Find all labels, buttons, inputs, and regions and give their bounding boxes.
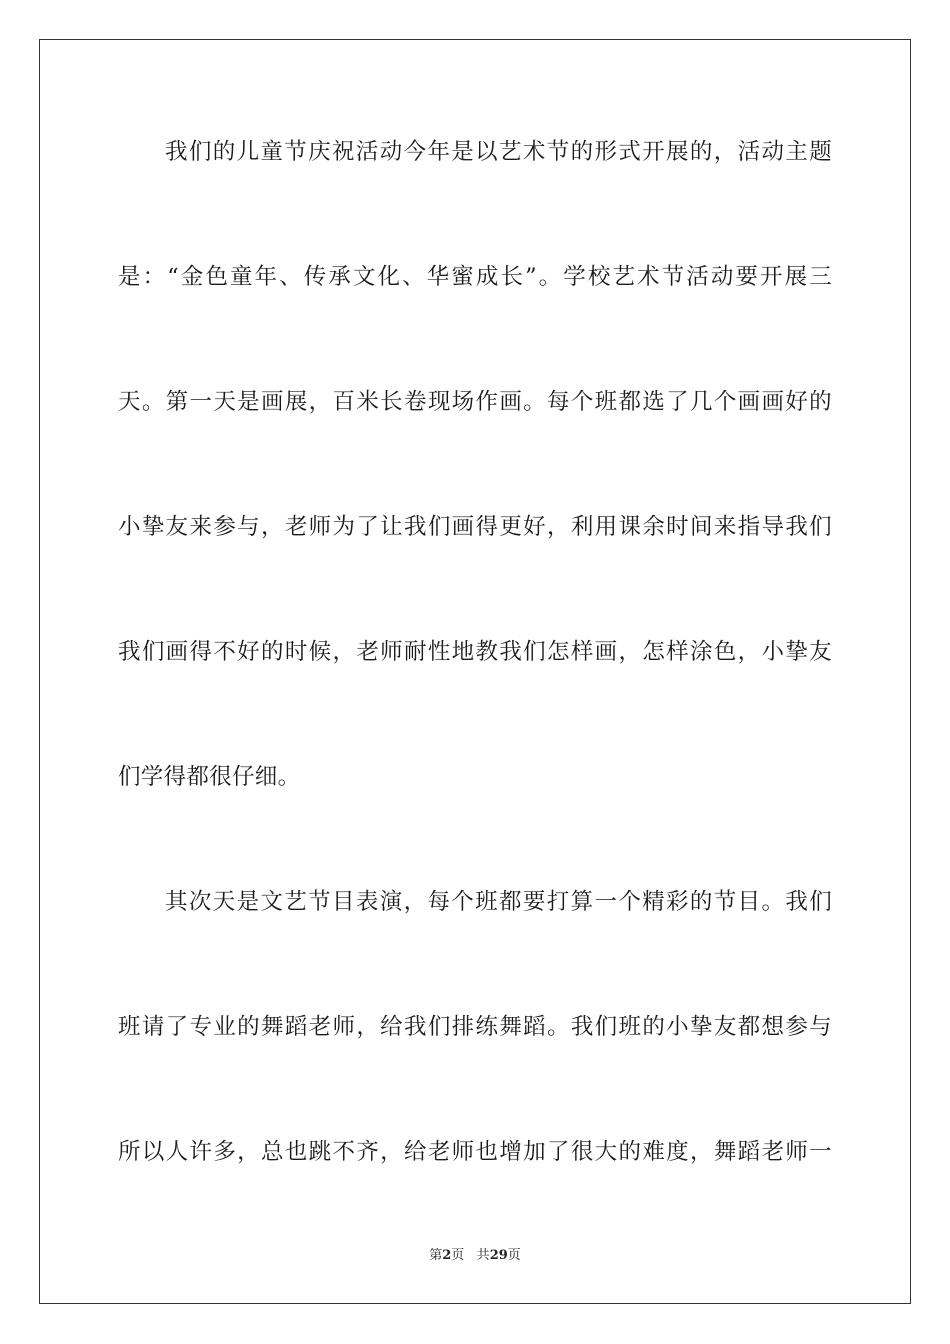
paragraph-1-line-3: 天。第一天是画展，百米长卷现场作画。每个班都选了几个画画好的 [118,389,832,415]
paragraph-2-line-3: 所以人许多，总也跳不齐，给老师也增加了很大的难度，舞蹈老师一 [118,1139,832,1165]
paragraph-1-line-5: 我们画得不好的时候，老师耐性地教我们怎样画，怎样涂色，小挚友 [118,639,832,665]
paragraph-1-line-1: 我们的儿童节庆祝活动今年是以艺术节的形式开展的，活动主题 [165,139,832,165]
current-page-number: 2 [442,1248,452,1263]
paragraph-1-line-2: 是：“金色童年、传承文化、华蜜成长”。学校艺术节活动要开展三 [118,264,832,290]
page-prefix: 第 [429,1248,443,1263]
total-prefix: 共 [476,1248,490,1263]
page-suffix: 页 [451,1248,465,1263]
paragraph-2-line-1: 其次天是文艺节目表演，每个班都要打算一个精彩的节目。我们 [165,889,832,915]
total-suffix: 页 [507,1248,521,1263]
paragraph-2-line-2: 班请了专业的舞蹈老师，给我们排练舞蹈。我们班的小挚友都想参与 [118,1014,832,1040]
page-footer [0,1247,950,1265]
page-border [39,39,911,1304]
paragraph-1-line-4: 小挚友来参与，老师为了让我们画得更好，利用课余时间来指导我们 [118,514,832,540]
total-page-number: 29 [489,1248,508,1263]
paragraph-1-line-6: 们学得都很仔细。 [118,764,301,790]
